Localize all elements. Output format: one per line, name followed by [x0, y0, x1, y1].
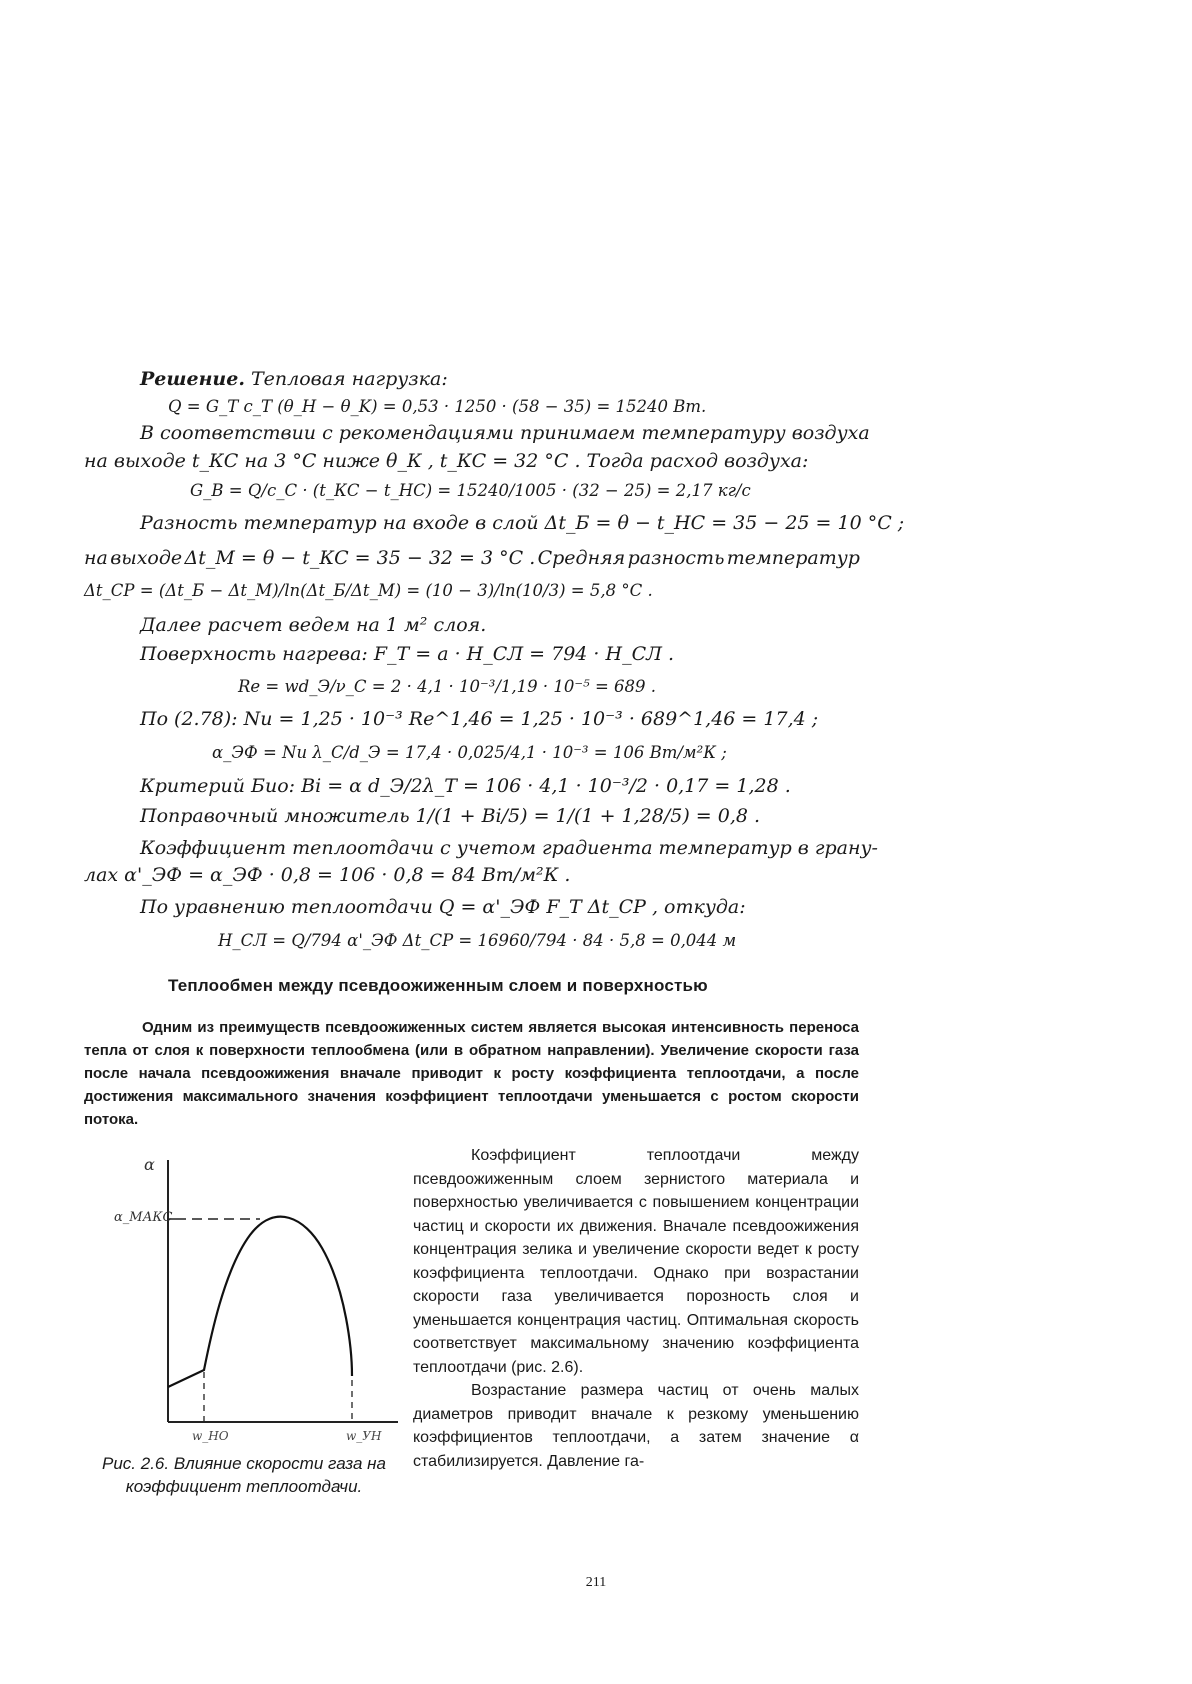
text-line: лах α'_ЭФ = α_ЭФ · 0,8 = 106 · 0,8 = 84 Вт/м²К . — [84, 864, 571, 886]
equation-heat-load: Q = G_T c_T (θ_H − θ_K) = 0,53 · 1250 · (58 − 35) = 15240 Вт. — [168, 397, 707, 416]
right-column-text — [413, 1144, 859, 1473]
text-line: на выходе t_КС на 3 °С ниже θ_К , t_КС = 32 °С . Тогда расход воздуха: — [84, 450, 809, 472]
word: разность — [627, 547, 725, 569]
equation-mean-difference: Δt_СР = (Δt_Б − Δt_М)/ln(Δt_Б/Δt_М) = (10 − 3)/ln(10/3) = 5,8 °С . — [84, 581, 653, 600]
text-line: Коэффициент теплоотдачи с учетом градиента температур в грану- — [140, 837, 878, 859]
y-axis-label: α — [144, 1155, 155, 1174]
solution-intro: Тепловая нагрузка: — [244, 368, 448, 390]
text-line: Далее расчет ведем на 1 м² слоя. — [140, 614, 487, 636]
word: выходе — [110, 547, 183, 569]
solution-label: Решение. — [140, 368, 245, 390]
text-line: Разность температур на входе в слой Δt_Б = θ − t_НС = 35 − 25 = 10 °С ; — [140, 512, 905, 534]
intro-paragraph — [84, 1016, 859, 1131]
equation-alpha: α_ЭФ = Nu λ_C/d_Э = 17,4 · 0,025/4,1 · 10⁻³ = 106 Вт/м²К ; — [212, 743, 727, 762]
y-max-label: α_МАКС — [114, 1210, 173, 1225]
paragraph: Возрастание размера частиц от очень малых диаметров приводит вначале к резкому уменьшению коэффициентов теплоотдачи, а затем значение α стабилизируется. Давление га- — [413, 1382, 859, 1470]
word: Средняя — [537, 547, 626, 569]
section-heading: Теплообмен между псевдоожиженным слоем и поверхностью — [168, 976, 708, 995]
text-line: По (2.78): Nu = 1,25 · 10⁻³ Re^1,46 = 1,25 · 10⁻³ · 689^1,46 = 17,4 ; — [140, 708, 819, 730]
text-line: Поверхность нагрева: F_Т = a · H_СЛ = 794 · H_СЛ . — [140, 643, 675, 665]
word: температур — [726, 547, 860, 569]
figure-alpha-vs-velocity — [100, 1150, 400, 1446]
equation-reynolds: Re = wd_Э/ν_C = 2 · 4,1 · 10⁻³/1,19 · 10⁻⁵ = 689 . — [238, 677, 657, 696]
equation-air-flow: G_В = Q/c_C · (t_КС − t_НС) = 15240/1005 · (32 − 25) = 2,17 кг/с — [190, 481, 751, 500]
word: Δt_М = θ − t_КС = 35 − 32 = 3 °С . — [184, 547, 536, 569]
text-line: В соответствии с рекомендациями принимаем температуру воздуха — [140, 422, 870, 444]
intro-text: Одним из преимуществ псевдоожиженных систем является высокая интенсивность переноса тепла от слоя к поверхности теплообмена (или в обратном направлении). Увеличение скорости газа после начала псевдоожижения вначале приводит к росту коэффициента теплоотдачи, а после достижения максимального значения коэффициент теплоотдачи уменьшается с ростом скорости потока. — [84, 1019, 859, 1128]
x-label-w-no: w_НО — [192, 1429, 229, 1443]
text-line: По уравнению теплоотдачи Q = α'_ЭФ F_Т Δt_СР , откуда: — [140, 896, 746, 918]
text-line-justified — [84, 545, 860, 571]
paragraph: Коэффициент теплоотдачи между псевдоожиженным слоем зернистого материала и поверхностью увеличивается с повышением концентрации частиц и скорости их движения. Вначале псевдоожижения концентрация зелика и увеличение скорости ведет к росту коэффициента теплоотдачи. Однако при возрастании скорости газа увеличивается порозность слоя и уменьшается концентрация частиц. Оптимальная скорость соответствует максимальному значению коэффициента теплоотдачи (рис. 2.6). — [413, 1147, 859, 1376]
text-line: Поправочный множитель 1/(1 + Bi/5) = 1/(1 + 1,28/5) = 0,8 . — [140, 805, 761, 827]
page-number: 211 — [585, 1575, 607, 1590]
solution-line-1 — [140, 366, 448, 392]
text-line: Критерий Био: Bi = α d_Э/2λ_Т = 106 · 4,1 · 10⁻³/2 · 0,17 = 1,28 . — [140, 775, 791, 797]
word: на — [84, 547, 108, 569]
figure-caption: Рис. 2.6. Влияние скорости газа на коэффициент теплоотдачи. — [102, 1454, 386, 1496]
x-label-w-yn: w_УН — [346, 1429, 382, 1443]
equation-height: H_СЛ = Q/794 α'_ЭФ Δt_СР = 16960/794 · 84 · 5,8 = 0,044 м — [218, 931, 737, 950]
heat-transfer-curve — [168, 1217, 352, 1387]
